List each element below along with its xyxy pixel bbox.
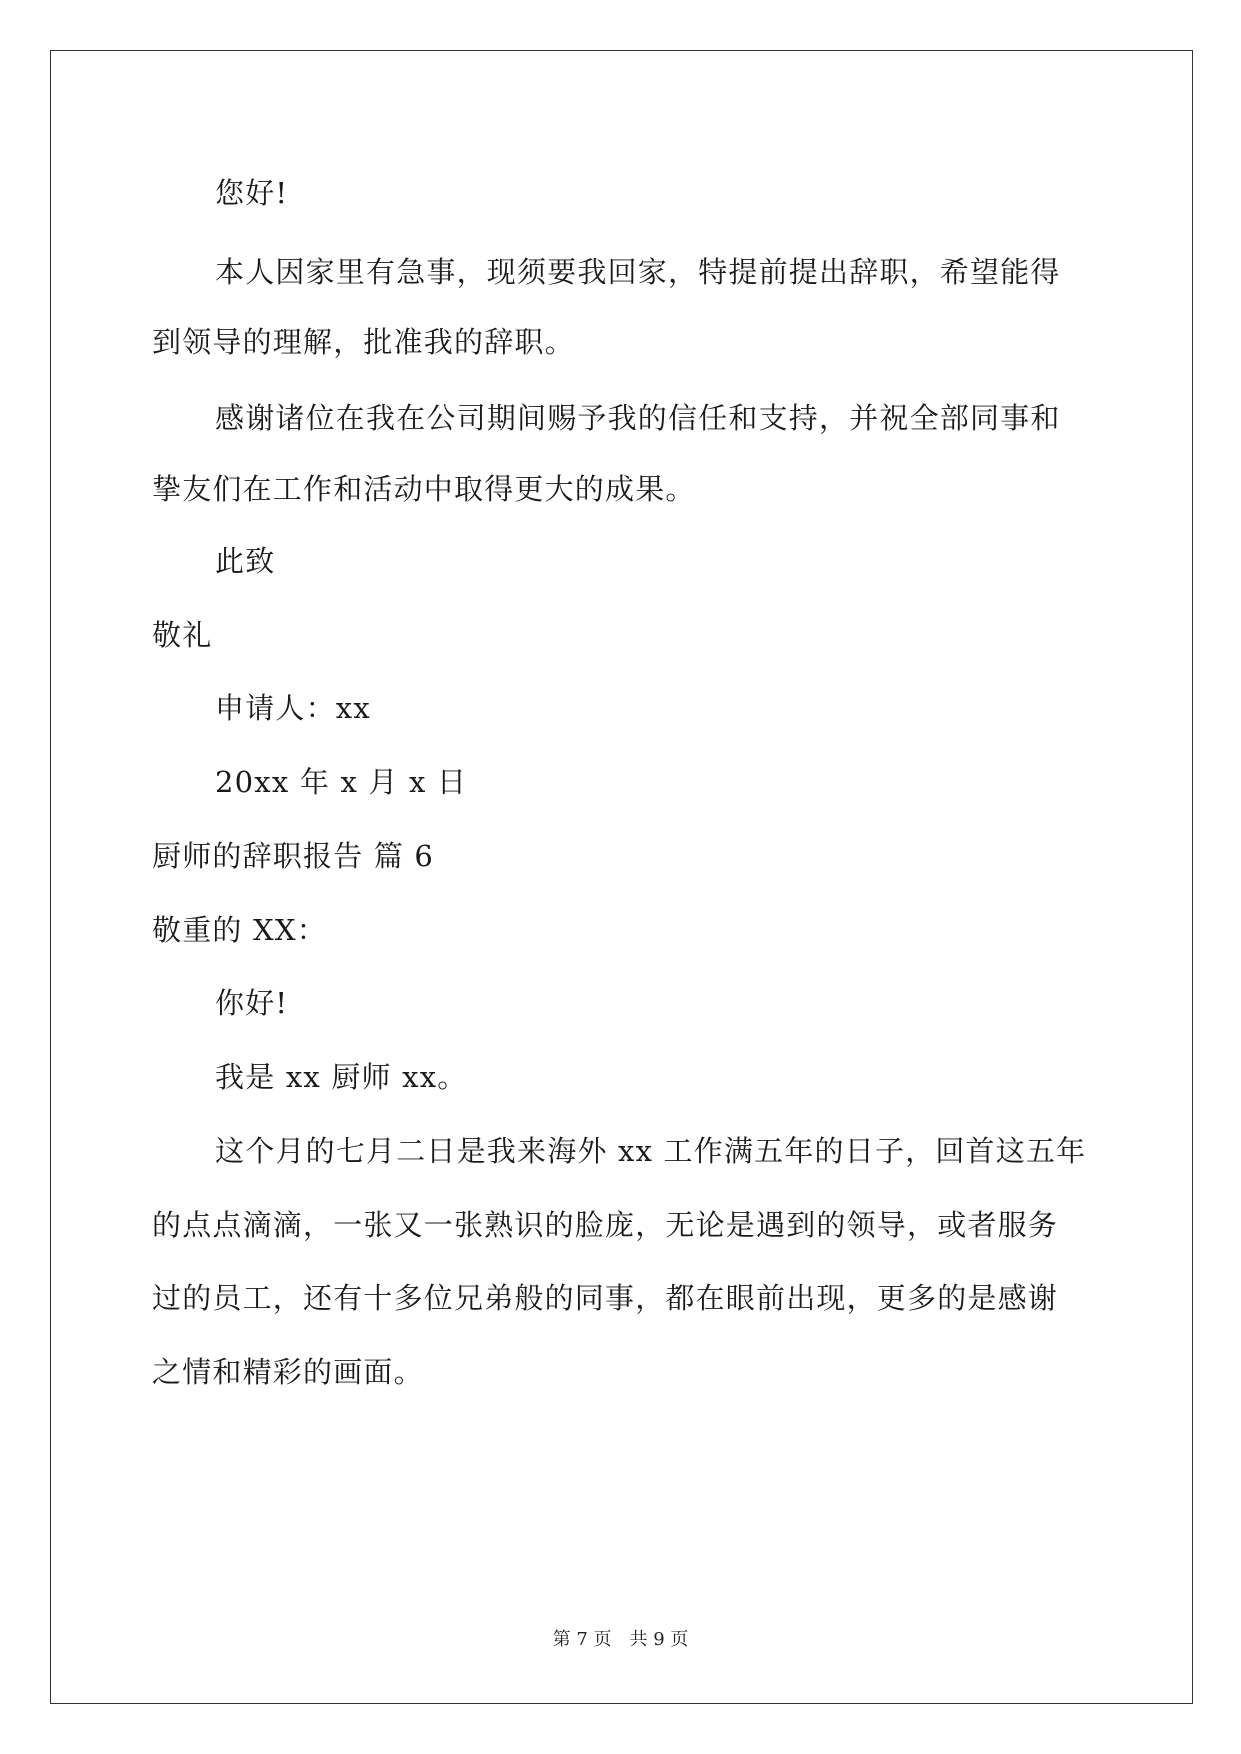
- page-footer: [0, 1628, 1241, 1652]
- paragraph-line: 我是 xx 厨师 xx。: [215, 1060, 468, 1094]
- page-border: [50, 50, 1193, 1704]
- greeting: 您好!: [215, 176, 289, 210]
- applicant-line: 申请人：xx: [215, 691, 371, 725]
- closing-salute: 敬礼: [152, 618, 213, 652]
- paragraph-line: 感谢诸位在我在公司期间赐予我的信任和支持，并祝全部同事和: [215, 401, 1061, 435]
- page-number: 第 7 页: [552, 1629, 612, 1650]
- paragraph-line: 过的员工，还有十多位兄弟般的同事，都在眼前出现，更多的是感谢: [152, 1281, 1059, 1315]
- paragraph-line: 挚友们在工作和活动中取得更大的成果。: [152, 472, 696, 506]
- section-heading: 厨师的辞职报告 篇 6: [152, 839, 435, 873]
- paragraph-line: 的点点滴滴，一张又一张熟识的脸庞，无论是遇到的领导，或者服务: [152, 1208, 1059, 1242]
- closing-phrase: 此致: [215, 544, 276, 578]
- paragraph-line: 到领导的理解，批准我的辞职。: [152, 325, 575, 359]
- paragraph-line: 之情和精彩的画面。: [152, 1355, 424, 1389]
- paragraph-line: 这个月的七月二日是我来海外 xx 工作满五年的日子，回首这五年: [215, 1134, 1087, 1168]
- greeting: 你好!: [215, 986, 289, 1020]
- paragraph-line: 本人因家里有急事，现须要我回家，特提前提出辞职，希望能得: [215, 255, 1061, 289]
- page-total: 共 9 页: [629, 1629, 689, 1650]
- date-line: 20xx 年 x 月 x 日: [215, 765, 468, 799]
- salutation: 敬重的 XX：: [152, 913, 327, 947]
